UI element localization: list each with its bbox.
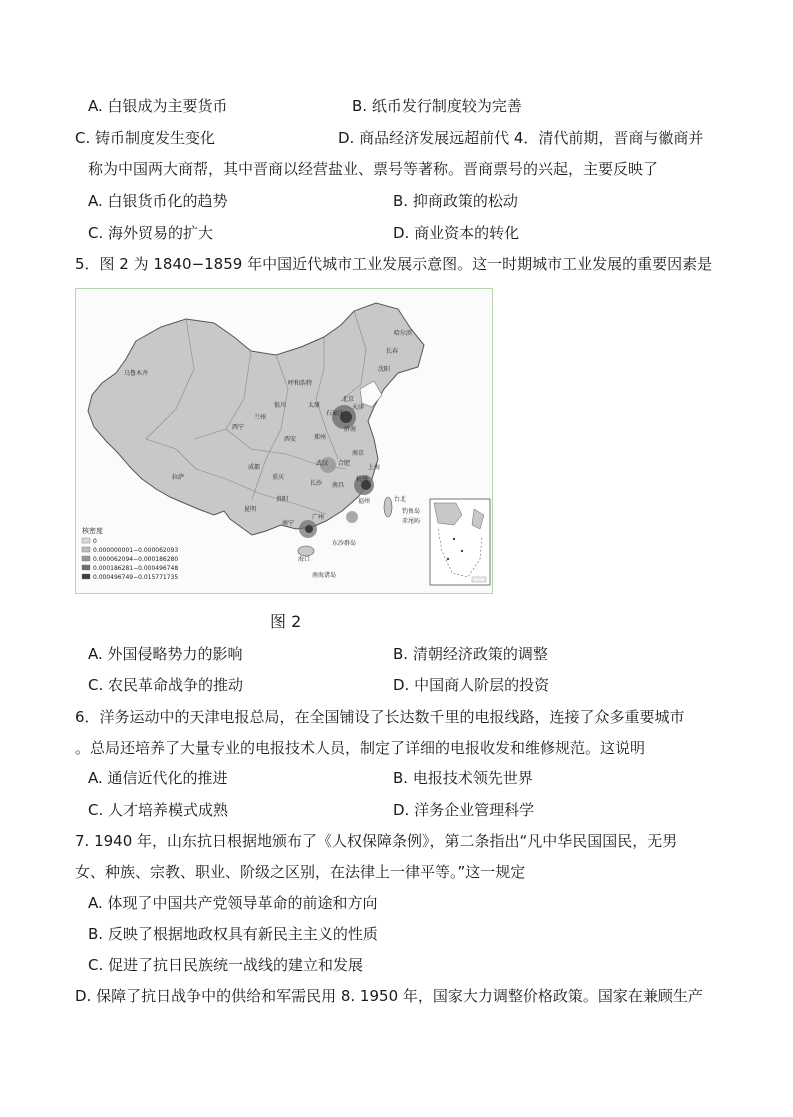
place-label-chongqing: 重庆 [272,474,285,481]
q6-option-c: C. 人才培养模式成熟 [88,801,229,819]
place-label-lhasa: 拉萨 [172,474,185,481]
q4-option-d: D. 商业资本的转化 [393,224,520,242]
place-label-shenyang: 沈阳 [378,366,391,373]
q6-option-b: B. 电报技术领先世界 [393,769,533,787]
q7-option-a: A. 体现了中国共产党领导革命的前途和方向 [88,894,378,912]
q6-option-a: A. 通信近代化的推进 [88,769,228,787]
place-label-fuzhou: 福州 [358,498,371,505]
q5-option-b: B. 清朝经济政策的调整 [393,645,548,663]
legend-title: 核密度 [82,527,103,535]
q3-option-b: B. 纸币发行制度较为完善 [352,97,522,115]
place-label-nanjing: 南京 [352,450,365,457]
legend-item-2: 0.000062094−0.000186280 [93,556,179,563]
place-label-shanghai: 上海 [368,464,381,471]
q5-option-a: A. 外国侵略势力的影响 [88,645,243,663]
legend-item-0: 0 [93,538,97,545]
place-label-urumqi: 乌鲁木齐 [124,370,149,377]
q7-option-b: B. 反映了根据地政权具有新民主主义的性质 [88,925,378,943]
place-label-guangzhou: 广州 [312,514,325,521]
q7-stem-line2: 女、种族、宗教、职业、阶级之区别，在法律上一律平等。”这一规定 [75,863,526,881]
q5-option-d: D. 中国商人阶层的投资 [393,676,550,694]
place-label-diaoyu: 钓鱼岛 [402,508,421,515]
q4-option-b: B. 抑商政策的松动 [393,192,518,210]
q7-option-d: D. 保障了抗日战争中的供给和军需民用 8. 1950 年，国家大力调整价格政策。国家在兼顾生产 [75,987,703,1005]
place-label-yinchuan: 银川 [274,402,287,409]
place-label-xian: 西安 [284,436,297,443]
china-industry-map [75,288,493,594]
place-label-beijing: 北京 [342,396,355,403]
place-label-nanning: 南宁 [282,520,295,527]
place-label-chengdu: 成都 [248,464,261,471]
q7-option-c: C. 促进了抗日民族统一战线的建立和发展 [88,956,364,974]
south-china-sea-inset [430,499,490,585]
place-label-taipei: 台北 [394,496,407,503]
q6-stem-line1: 6．洋务运动中的天津电报总局，在全国铺设了长达数千里的电报线路，连接了众多重要城市 [75,708,685,726]
place-label-lanzhou: 兰州 [254,414,267,421]
q4-option-c: C. 海外贸易的扩大 [88,224,214,242]
place-label-haikou: 海口 [298,556,311,563]
place-label-changchun: 长春 [386,348,399,355]
place-label-taiyuan: 太原 [308,402,321,409]
q6-stem-line2: 。总局还培养了大量专业的电报技术人员，制定了详细的电报收发和维修规范。这说明 [75,739,646,757]
place-label-dongsha: 东沙群岛 [332,540,357,547]
place-label-jinan: 济南 [344,426,357,433]
q5-option-c: C. 农民革命战争的推动 [88,676,244,694]
figure-caption: 图 2 [270,612,302,631]
place-label-zhengzhou: 郑州 [314,434,327,441]
place-label-wuhan: 武汉 [316,460,329,467]
legend-item-4: 0.000496749−0.015771735 [93,574,179,581]
q4-option-a: A. 白银货币化的趋势 [88,192,228,210]
place-label-hangzhou: 杭州 [356,476,369,483]
q5-stem: 5．图 2 为 1840−1859 年中国近代城市工业发展示意图。这一时期城市工业发展的重要因素是 [75,255,713,273]
place-label-nanchang: 南昌 [332,482,345,489]
legend-item-1: 0.000000001−0.000062093 [93,547,179,554]
place-label-harbin: 哈尔滨 [394,330,413,337]
map-legend [82,526,178,581]
place-label-hefei: 合肥 [338,460,351,467]
place-label-kunming: 昆明 [244,506,257,513]
q3-option-c: C. 铸币制度发生变化 [75,129,216,147]
q3-option-a: A. 白银成为主要货币 [88,97,228,115]
place-label-chiwei: 赤尾屿 [402,518,421,525]
place-label-hohhot: 呼和浩特 [288,380,313,387]
place-label-guiyang: 贵阳 [276,496,289,503]
place-label-xining: 西宁 [232,424,245,431]
place-label-nanhai: 南海诸岛 [312,572,337,579]
place-label-shijiazhuang: 石家庄 [326,410,345,417]
q7-stem-line1: 7. 1940 年，山东抗日根据地颁布了《人权保障条例》，第二条指出“凡中华民国国民，无男 [75,832,678,850]
place-label-tianjin: 天津 [352,404,365,411]
legend-item-3: 0.000186281−0.000496748 [93,565,179,572]
place-label-changsha: 长沙 [310,480,323,487]
q3-option-d: D. 商品经济发展远超前代 4．清代前期，晋商与徽商并 [338,129,704,147]
q6-option-d: D. 洋务企业管理科学 [393,801,535,819]
q4-stem: 称为中国两大商帮，其中晋商以经营盐业、票号等著称。晋商票号的兴起，主要反映了 [88,160,659,178]
